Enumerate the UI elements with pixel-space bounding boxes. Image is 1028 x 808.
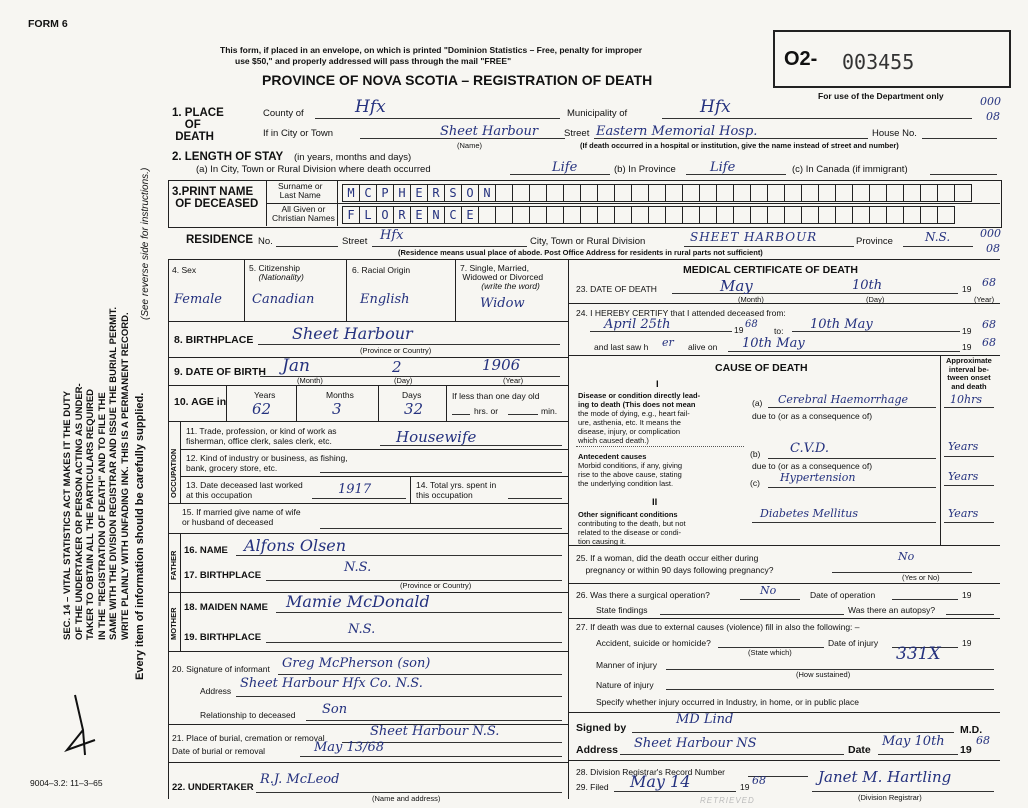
house-line — [922, 138, 997, 139]
age-div-4 — [446, 385, 447, 421]
every-item-note: Every item of information should be carefully supplied. — [134, 392, 146, 680]
racial-label: 6. Racial Origin — [352, 265, 411, 275]
years-spent-line — [508, 498, 562, 499]
trade-label: 11. Trade, profession, or kind of work as fisherman, office clerk, sales clerk, etc. — [186, 426, 337, 446]
informant-sig-label: 20. Signature of informant — [172, 664, 270, 674]
sex-label: 4. Sex — [172, 265, 197, 275]
pregnancy-label: 25. If a woman, did the death occur either during pregnancy or within 90 days following pregnancy? — [576, 553, 774, 575]
sex-value: Female — [174, 292, 222, 307]
certify-bottom — [568, 355, 1000, 356]
yes-no-caption: (Yes or No) — [902, 573, 940, 582]
street-label: Street — [564, 128, 590, 139]
see-reverse-note: (See reverse side for instructions.) — [140, 167, 151, 320]
father-name-label: 16. NAME — [184, 545, 228, 556]
residence-street-line — [372, 246, 527, 247]
signed-bottom — [568, 760, 1000, 761]
registrar-line — [812, 791, 994, 792]
mother-birthplace-label: 19. BIRTHPLACE — [184, 632, 262, 643]
manner-label: Manner of injury — [596, 660, 657, 670]
interval-a-value: 10hrs — [950, 393, 982, 406]
from-date: April 25th — [604, 317, 671, 332]
residence-street-label: Street — [342, 236, 368, 247]
record-number-label: 28. Division Registrar's Record Number — [576, 767, 726, 777]
signed-by-line — [632, 732, 954, 733]
residence-division-line — [684, 246, 854, 247]
burial-date-value: May 13/68 — [314, 740, 385, 755]
age-label: 10. AGE in — [174, 396, 227, 408]
cause-c-line — [768, 487, 936, 488]
interval-label: Approximate interval be- tween onset and death — [946, 356, 992, 391]
grid-top-line — [168, 259, 1000, 260]
medical-title: MEDICAL CERTIFICATE OF DEATH — [683, 264, 858, 276]
filed-value: May 14 — [630, 772, 691, 791]
filed-year: 68 — [752, 774, 766, 787]
injury-year-prefix: 19 — [962, 638, 972, 648]
dob-day: 2 — [392, 358, 402, 376]
form-code: 9004–3.2: 11–3–65 — [30, 778, 103, 788]
residence-code-2: 08 — [986, 242, 1000, 255]
mother-maiden-line — [276, 612, 562, 613]
from-year-prefix: 19 — [734, 325, 744, 335]
surgery-label: 26. Was there a surgical operation? — [576, 590, 710, 600]
relationship-line — [306, 720, 562, 721]
age-div-3 — [378, 385, 379, 421]
father-birthplace-value: N.S. — [344, 560, 372, 575]
grid-left-line — [168, 259, 169, 799]
from-year: 68 — [745, 319, 758, 330]
last-worked-label: 13. Date deceased last worked at this occupation — [186, 480, 303, 500]
registration-prefix: O2- — [784, 48, 818, 70]
residence-province-value: N.S. — [925, 230, 951, 244]
name-caption: (Name) — [457, 141, 483, 150]
alive-on-label: alive on — [688, 342, 718, 352]
last-worked-value: 1917 — [338, 482, 372, 497]
municipality-line — [662, 118, 972, 119]
dob-year: 1906 — [482, 356, 521, 374]
row4-div-1 — [244, 259, 245, 321]
classification-code: 331X — [896, 644, 941, 664]
form-number: FORM 6 — [28, 18, 68, 30]
filed-label: 29. Filed — [576, 782, 609, 792]
retrieved-stamp: RETRIEVED — [700, 796, 755, 805]
industry-label: 12. Kind of industry or business, as fishing, bank, grocery store, etc. — [186, 453, 348, 473]
state-which-caption: (State which) — [748, 648, 792, 657]
hrs-line — [452, 414, 470, 415]
min-line — [508, 414, 538, 415]
filed-line — [614, 791, 736, 792]
age-months-caption: Months — [326, 390, 354, 400]
medical-address-label: Address — [576, 744, 619, 756]
industry-bottom — [180, 476, 568, 477]
interval-other-line — [944, 522, 994, 523]
registration-number: 003455 — [842, 50, 915, 74]
cause-b-line — [768, 458, 936, 459]
postage-note-2: use $50," and properly addressed will pass through the mail "FREE" — [235, 56, 512, 66]
to-year-prefix: 19 — [962, 326, 972, 336]
dod-day-caption: (Day) — [866, 295, 885, 304]
stay-b-line — [686, 174, 786, 175]
external-label: 27. If death was due to external causes (violence) fill in also the following: – — [576, 622, 860, 632]
dob-day-caption: (Day) — [394, 376, 413, 385]
alive-on-value: 10th May — [742, 336, 805, 351]
stay-c-label: (c) In Canada (if immigrant) — [792, 164, 908, 175]
age-days-value: 32 — [404, 400, 424, 418]
pregnancy-bottom — [568, 583, 1000, 584]
section-name-label: 3.PRINT NAME OF DECEASED — [172, 186, 259, 210]
informant-address-value: Sheet Harbour Hfx Co. N.S. — [240, 676, 423, 691]
grid-center-line — [568, 259, 569, 799]
dob-month-caption: (Month) — [297, 376, 323, 385]
city-label: If in City or Town — [263, 128, 334, 139]
undertaker-line — [256, 792, 562, 793]
father-side-div — [180, 533, 181, 592]
interval-b-line — [944, 456, 994, 457]
last-saw-fill: er — [662, 336, 674, 349]
dod-year-prefix: 19 — [962, 284, 972, 294]
burial-date-line — [300, 756, 562, 757]
occupation-side-div — [180, 421, 181, 503]
to-year: 68 — [982, 318, 996, 331]
part-one: I — [656, 379, 659, 390]
occupation-group-label: OCCUPATION — [169, 448, 178, 498]
injury-date-label: Date of injury — [828, 638, 879, 648]
to-label: to: — [774, 326, 784, 336]
interval-other-value: Years — [948, 507, 979, 520]
other-line — [752, 522, 936, 523]
given-name-boxes: F L O R E N C E — [342, 206, 954, 224]
residence-division-label: City, Town or Rural Division — [530, 236, 646, 247]
marital-label: 7. Single, Married, Widowed or Divorced (write the word) — [460, 263, 544, 291]
cause-a-value: Cerebral Haemorrhage — [778, 393, 908, 406]
operation-date-label: Date of operation — [810, 590, 876, 600]
cause-c-value: Hypertension — [780, 471, 856, 484]
stay-a-value: Life — [552, 160, 578, 175]
medical-date-year-prefix: 19 — [960, 744, 972, 756]
dod-year-caption: (Year) — [974, 295, 995, 304]
row10-bottom — [168, 421, 568, 422]
dob-label: 9. DATE OF BIRTH — [174, 366, 266, 378]
hrs-label: hrs. or — [474, 406, 499, 416]
alive-on-line — [728, 351, 960, 352]
mother-group-label: MOTHER — [169, 607, 178, 640]
cause-bottom — [568, 545, 1000, 546]
informant-signature: Greg McPherson (son) — [282, 656, 431, 671]
interval-c-line — [944, 485, 994, 486]
residence-label: RESIDENCE — [186, 234, 254, 246]
section-stay-label: 2. LENGTH OF STAY — [172, 151, 284, 163]
dod-line — [672, 293, 958, 294]
medical-address-value: Sheet Harbour NS — [634, 736, 757, 751]
residence-note: (Residence means usual place of abode. Post Office Address for residents in rural parts not sufficient) — [398, 248, 763, 257]
state-findings-line — [660, 614, 844, 615]
father-birthplace-caption: (Province or Country) — [400, 581, 472, 590]
informant-address-label: Address — [200, 686, 232, 696]
stay-a-label: (a) In City, Town or Rural Division where death occurred — [196, 164, 431, 175]
spouse-label: 15. If married give name of wife or husband of deceased — [182, 507, 301, 527]
father-name-value: Alfons Olsen — [244, 536, 347, 555]
trade-value: Housewife — [396, 428, 477, 446]
surgery-bottom — [568, 618, 1000, 619]
age-days-caption: Days — [402, 390, 422, 400]
interval-div — [940, 355, 941, 545]
birthplace-value: Sheet Harbour — [292, 324, 413, 343]
nature-label: Nature of injury — [596, 680, 654, 690]
operation-year-prefix: 19 — [962, 590, 972, 600]
marital-value: Widow — [480, 296, 525, 311]
residence-no-label: No. — [258, 236, 273, 247]
row9-bottom — [168, 385, 568, 386]
registrar-signature: Janet M. Hartling — [818, 768, 952, 786]
disease-label: Disease or condition directly lead- ing to death (This does not mean the mode of dying, e.g., heart fail- ure, asthenia, etc. It means the disease, injury, or complication which caused death.) — [578, 391, 701, 445]
dod-day: 10th — [852, 278, 883, 293]
given-label: All Given or Christian Names — [272, 204, 335, 223]
autopsy-label: Was there an autopsy? — [848, 605, 936, 615]
pregnancy-value: No — [898, 550, 915, 563]
accident-label: Accident, suicide or homicide? — [596, 638, 711, 648]
cause-b-marker: (b) — [750, 449, 761, 459]
mother-bottom — [168, 651, 568, 652]
row4-div-3 — [455, 259, 456, 321]
how-sustained-caption: (How sustained) — [796, 670, 851, 679]
row4-bottom — [168, 321, 568, 322]
surname-boxes: M C P H E R S O N — [342, 184, 971, 202]
state-findings-label: State findings — [596, 605, 648, 615]
residence-division-value: SHEET HARBOUR — [690, 230, 818, 244]
signed-by-label: Signed by — [576, 722, 627, 734]
interval-a-line — [944, 407, 994, 408]
dob-month: Jan — [282, 356, 310, 376]
surgery-line — [740, 599, 800, 600]
racial-value: English — [360, 292, 410, 307]
informant-bottom — [168, 724, 568, 725]
residence-no-line — [276, 246, 338, 247]
municipality-value: Hfx — [700, 97, 731, 117]
cause-a-marker: (a) — [752, 398, 763, 408]
birthplace-line — [258, 344, 560, 345]
citizenship-value: Canadian — [252, 292, 315, 307]
residence-province-line — [903, 246, 973, 247]
place-code-1: 000 — [980, 95, 1001, 108]
years-spent-label: 14. Total yrs. spent in this occupation — [416, 480, 497, 500]
burial-labels: 21. Place of burial, cremation or removal Date of burial or removal — [172, 733, 325, 756]
min-label: min. — [541, 406, 558, 416]
surgery-value: No — [760, 584, 777, 597]
age-div-2 — [296, 385, 297, 421]
cause-title: CAUSE OF DEATH — [715, 362, 808, 374]
county-line — [315, 118, 560, 119]
informant-address-line — [236, 696, 562, 697]
medical-date-value: May 10th — [882, 734, 945, 749]
filed-year-prefix: 19 — [740, 782, 750, 792]
nature-line — [666, 689, 994, 690]
birthplace-caption: (Province or Country) — [360, 346, 432, 355]
stay-c-line — [930, 174, 997, 175]
postage-note-1: This form, if placed in an envelope, on which is printed "Dominion Statistics – Free, penalty for improper — [220, 45, 643, 55]
side-signature — [55, 690, 105, 760]
stay-b-label: (b) In Province — [614, 164, 676, 175]
spouse-line — [320, 528, 562, 529]
due-to-2: due to (or as a consequence of) — [752, 461, 873, 471]
age-years-caption: Years — [254, 390, 276, 400]
cause-c-marker: (c) — [750, 478, 760, 488]
under-day-label: If less than one day old — [452, 391, 540, 401]
mother-maiden-label: 18. MAIDEN NAME — [184, 602, 268, 613]
dod-month-caption: (Month) — [738, 295, 764, 304]
burial-bottom — [168, 762, 568, 763]
medical-address-line — [620, 754, 844, 755]
cause-a-line — [768, 407, 936, 408]
city-value: Sheet Harbour — [440, 124, 539, 139]
mother-side-div — [180, 592, 181, 651]
alive-year: 68 — [982, 336, 996, 349]
name-mid-line — [266, 203, 1000, 204]
father-name-line — [236, 555, 562, 556]
county-label: County of — [263, 108, 304, 119]
spouse-bottom — [168, 533, 568, 534]
dod-label: 23. DATE OF DEATH — [576, 284, 657, 294]
dob-year-caption: (Year) — [503, 376, 524, 385]
department-use-note: For use of the Department only — [818, 91, 944, 101]
certify-label: 24. I HEREBY CERTIFY that I attended deceased from: — [576, 308, 786, 318]
street-value: Eastern Memorial Hosp. — [596, 124, 758, 139]
section-place-label: 1. PLACE OF DEATH — [172, 107, 224, 143]
antecedent-label: Antecedent causes Morbid conditions, if any, giving rise to the above cause, stating the underlying condition last. — [578, 452, 683, 488]
house-label: House No. — [872, 128, 917, 139]
md-suffix: M.D. — [960, 724, 983, 736]
county-value: Hfx — [355, 97, 386, 117]
cause-b-value: C.V.D. — [790, 441, 829, 456]
row4-div-2 — [346, 259, 347, 321]
medical-date-year: 68 — [976, 734, 990, 747]
age-years-value: 62 — [252, 400, 272, 418]
due-to-1: due to (or as a consequence of) — [752, 411, 873, 421]
industry-question: Specify whether injury occurred in Industry, in home, or in public place — [596, 697, 859, 707]
residence-code-1: 000 — [980, 227, 1001, 240]
age-months-value: 3 — [332, 400, 342, 418]
undertaker-label: 22. UNDERTAKER — [172, 782, 254, 793]
residence-province-label: Province — [856, 236, 893, 247]
interval-b-value: Years — [948, 440, 979, 453]
surname-label: Surname or Last Name — [278, 181, 323, 200]
autopsy-line — [946, 614, 994, 615]
mother-birthplace-value: N.S. — [348, 622, 376, 637]
stay-units: (in years, months and days) — [294, 152, 412, 163]
alive-year-prefix: 19 — [962, 342, 972, 352]
residence-street-value: Hfx — [380, 228, 404, 243]
burial-place-value: Sheet Harbour N.S. — [370, 724, 500, 739]
registrar-caption: (Division Registrar) — [858, 793, 922, 802]
informant-sig-line — [278, 674, 562, 675]
dod-year: 68 — [982, 276, 996, 289]
hospital-note: (If death occurred in a hospital or institution, give the name instead of street and number) — [580, 141, 899, 150]
external-bottom — [568, 712, 1000, 713]
industry-line — [320, 472, 562, 473]
dod-month: May — [720, 277, 753, 295]
other-label: Other significant conditions contributing to the death, but not related to the disease or condi- tion causing it. — [578, 510, 686, 546]
dod-bottom — [568, 303, 1000, 304]
undertaker-caption: (Name and address) — [372, 794, 441, 803]
relationship-value: Son — [322, 702, 348, 717]
father-birthplace-label: 17. BIRTHPLACE — [184, 570, 262, 581]
trade-bottom — [180, 449, 568, 450]
citizenship-label: 5. Citizenship (Nationality) — [249, 263, 304, 282]
age-div-1 — [226, 385, 227, 421]
mother-maiden-value: Mamie McDonald — [286, 592, 430, 611]
signed-by-value: MD Lind — [676, 712, 734, 727]
birthplace-label: 8. BIRTHPLACE — [174, 334, 254, 346]
medical-date-label: Date — [848, 744, 871, 756]
operation-date-line — [892, 599, 958, 600]
father-group-label: FATHER — [169, 550, 178, 580]
undertaker-value: R.J. McLeod — [260, 772, 340, 787]
worked-div — [410, 476, 411, 503]
form-title: PROVINCE OF NOVA SCOTIA – REGISTRATION OF DEATH — [262, 72, 653, 88]
last-worked-line — [312, 498, 406, 499]
to-date: 10th May — [810, 317, 873, 332]
relationship-label: Relationship to deceased — [200, 710, 296, 720]
part-two: II — [652, 497, 658, 508]
occupation-bottom — [168, 503, 568, 504]
medical-date-line — [878, 754, 958, 755]
stay-b-value: Life — [710, 160, 736, 175]
municipality-label: Municipality of — [567, 108, 628, 119]
last-saw-label: and last saw h — [594, 342, 649, 352]
mother-birthplace-line — [266, 642, 562, 643]
cause-dots — [576, 446, 744, 447]
other-value: Diabetes Mellitus — [760, 507, 858, 520]
interval-c-value: Years — [948, 470, 979, 483]
place-code-2: 08 — [986, 110, 1000, 123]
statute-note: SEC. 14 – VITAL STATISTICS ACT MAKES IT THE DUTY OF THE UNDERTAKER OR PERSON ACTING AS UNDER- TAKER TO OBTAIN ALL THE PARTICULARS REQUIRED IN THE "REGISTRATION OF DEATH" AND TO FILE THE SAME WITH THE DIVISION REGISTRAR AND ISSUE THE BURIAL PERMIT. WRITE PLAINLY WITH UNFADING INK. THIS IS A PERMANENT RECORD. — [62, 306, 131, 640]
